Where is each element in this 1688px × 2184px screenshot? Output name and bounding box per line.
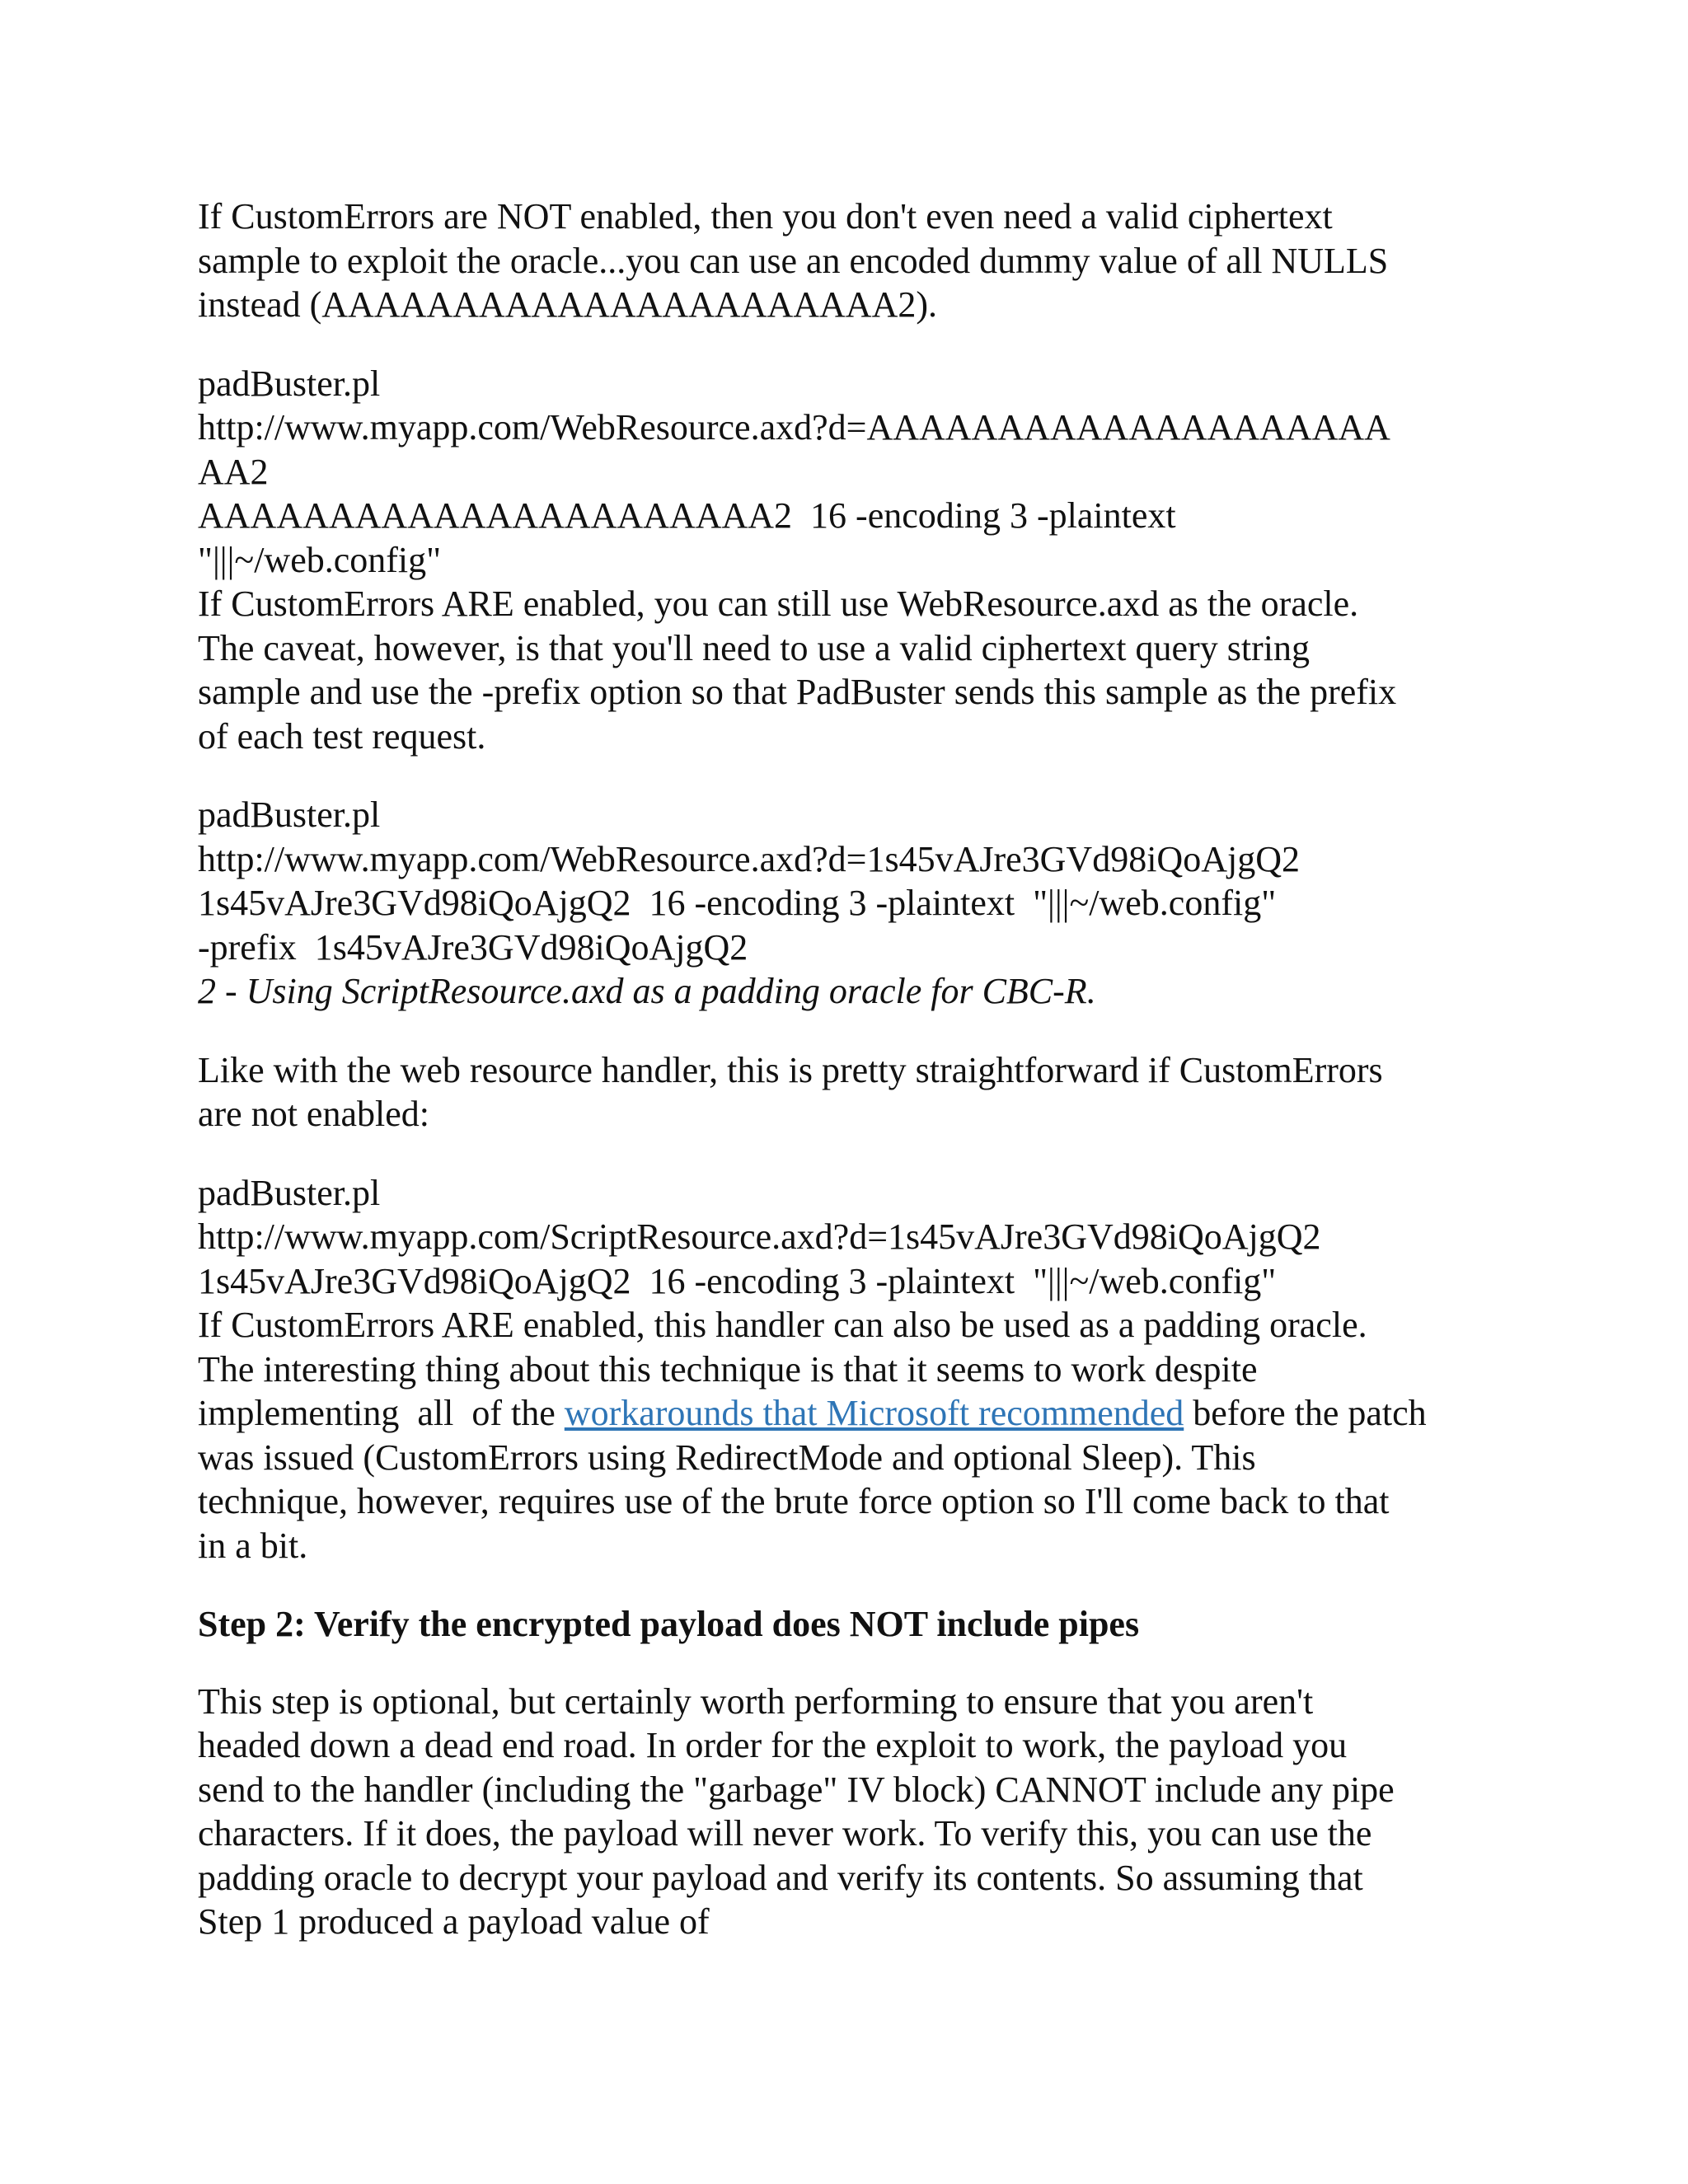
document-body [198,194,1500,1979]
command-line: padBuster.pl [198,794,381,835]
text-line: This step is optional, but certainly worth performing to ensure that you aren't [198,1680,1314,1722]
text-segment: implementing all of the [198,1393,565,1433]
text-line: The interesting thing about this technique is that it seems to work despite [198,1348,1258,1390]
text-line: Like with the web resource handler, this is pretty straightforward if CustomErrors [198,1049,1383,1090]
command-line: AA2 [198,451,269,492]
command-line: AAAAAAAAAAAAAAAAAAAAAA2 16 -encoding 3 -plaintext [198,495,1176,536]
text-line: characters. If it does, the payload will never work. To verify this, you can use the [198,1813,1372,1854]
text-line: headed down a dead end road. In order for the exploit to work, the payload you [198,1725,1348,1765]
text-line: was issued (CustomErrors using RedirectMode and optional Sleep). This [198,1436,1256,1478]
command-line: http://www.myapp.com/ScriptResource.axd?d=1s45vAJre3GVd98iQoAjgQ2 [198,1216,1321,1257]
text-line: instead (AAAAAAAAAAAAAAAAAAAAAA2). [198,284,937,325]
text-line: The caveat, however, is that you'll need to use a valid ciphertext query string [198,627,1310,668]
command-line: http://www.myapp.com/WebResource.axd?d=1s45vAJre3GVd98iQoAjgQ2 [198,838,1300,879]
command-line: padBuster.pl [198,1172,381,1213]
section-heading-scriptresource [198,969,1500,1014]
command-block-webresource-prefix [198,793,1500,969]
text-line: Step 1 produced a payload value of [198,1901,710,1942]
command-line: padBuster.pl [198,363,381,404]
italic-heading: 2 - Using ScriptResource.axd as a padding oracle for CBC-R. [198,971,1096,1011]
text-line: send to the handler (including the "garbage" IV block) CANNOT include any pipe [198,1769,1395,1810]
text-line: If CustomErrors ARE enabled, this handler can also be used as a padding oracle. [198,1305,1367,1345]
text-line: sample to exploit the oracle...you can use an encoded dummy value of all NULLS [198,240,1389,281]
command-block-scriptresource [198,1171,1500,1304]
paragraph-customerrors-not-enabled [198,194,1500,327]
text-line: sample and use the -prefix option so that PadBuster sends this sample as the prefix [198,672,1397,712]
text-line: technique, however, requires use of the brute force option so I'll come back to that [198,1481,1390,1521]
text-line: If CustomErrors are NOT enabled, then you don't even need a valid ciphertext [198,196,1333,237]
text-line: of each test request. [198,715,486,757]
command-line: http://www.myapp.com/WebResource.axd?d=AAAAAAAAAAAAAAAAAAAA [198,407,1390,448]
step-2-heading [198,1602,1500,1647]
paragraph-scriptresource-intro [198,1048,1500,1137]
microsoft-workarounds-link[interactable]: workarounds that Microsoft recommended [564,1393,1184,1433]
heading-text: Step 2: Verify the encrypted payload does NOT include pipes [198,1604,1140,1644]
text-line [198,1391,1500,1436]
text-line: are not enabled: [198,1094,429,1134]
paragraph-customerrors-enabled-webresource [198,582,1500,758]
text-line: If CustomErrors ARE enabled, you can still use WebResource.axd as the oracle. [198,583,1359,624]
command-line: 1s45vAJre3GVd98iQoAjgQ2 16 -encoding 3 -plaintext "|||~/web.config" [198,1260,1277,1301]
text-line: padding oracle to decrypt your payload and verify its contents. So assuming that [198,1857,1363,1898]
command-block-webresource-nulls [198,362,1500,583]
text-line: in a bit. [198,1525,308,1566]
text-segment: before the patch [1184,1393,1427,1433]
command-line: -prefix 1s45vAJre3GVd98iQoAjgQ2 [198,926,748,968]
paragraph-step-2-description [198,1680,1500,1944]
command-line: 1s45vAJre3GVd98iQoAjgQ2 16 -encoding 3 -plaintext "|||~/web.config" [198,883,1277,923]
paragraph-customerrors-enabled-scriptresource [198,1303,1500,1568]
command-line: "|||~/web.config" [198,539,442,580]
